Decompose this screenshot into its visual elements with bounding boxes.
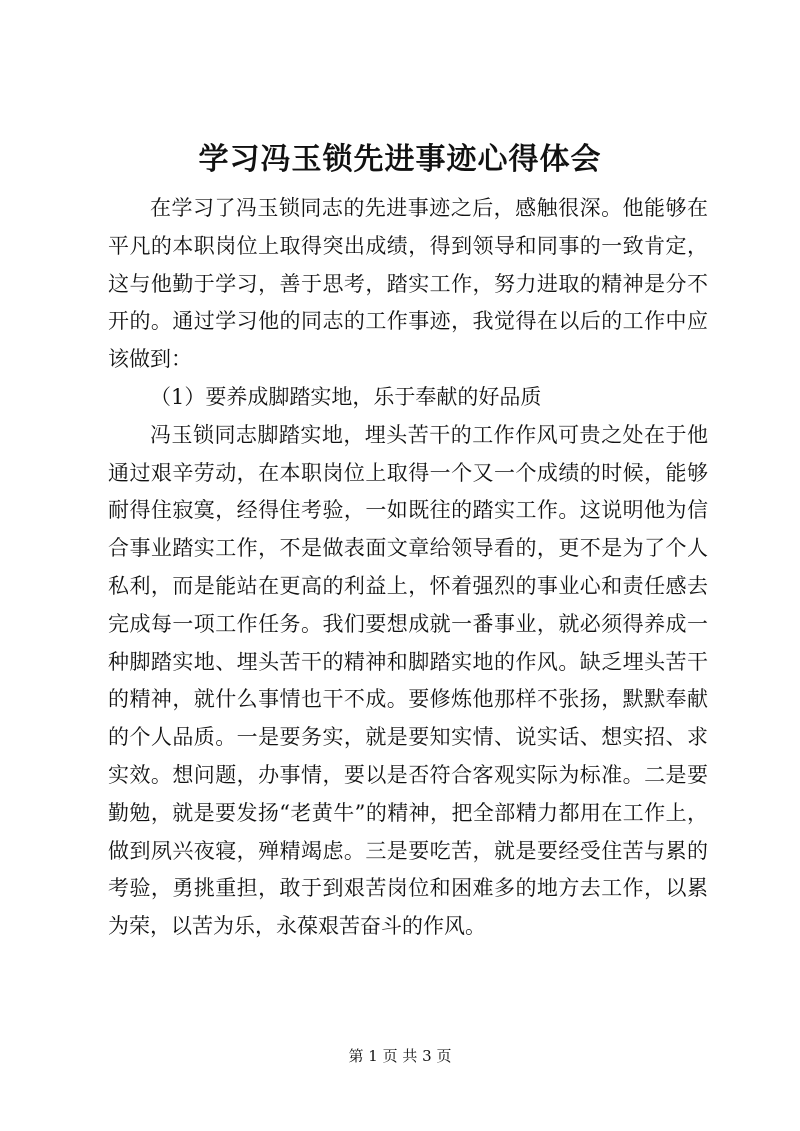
paragraph-section-1: 冯玉锁同志脚踏实地，埋头苦干的工作作风可贵之处在于他通过艰辛劳动，在本职岗位上取得一个又一个成绩的时候，能够耐得住寂寞，经得住考验，一如既往的踏实工作。这说明他为信合事业踏实工作，不是做表面文章给领导看的，更不是为了个人私利，而是能站在更高的利益上，怀着强烈的事业心和责任感去完成每一项工作任务。我们要想成就一番事业，就必须得养成一种脚踏实地、埋头苦干的精神和脚踏实地的作风。缺乏埋头苦干的精神，就什么事情也干不成。要修炼他那样不张扬，默默奉献的个人品质。一是要务实，就是要知实情、说实话、想实招、求实效。想问题，办事情，要以是否符合客观实际为标准。二是要勤勉，就是要发扬“老黄牛”的精神，把全部精力都用在工作上，做到夙兴夜寝，殚精竭虑。三是要吃苦，就是要经受住苦与累的考验，勇挑重担，敢于到艰苦岗位和困难多的地方去工作，以累为荣，以苦为乐，永葆艰苦奋斗的作风。 [108, 422, 708, 939]
document-body [108, 190, 708, 946]
document-title: 学习冯玉锁先进事迹心得体会 [198, 142, 602, 177]
page-number-footer: 第 1 页 共 3 页 [348, 1047, 452, 1065]
paragraph-intro: 在学习了冯玉锁同志的先进事迹之后，感触很深。他能够在平凡的本职岗位上取得突出成绩，得到领导和同事的一致肯定，这与他勤于学习，善于思考，踏实工作，努力进取的精神是分不开的。通过学习他的同志的工作事迹，我觉得在以后的工作中应该做到： [108, 196, 708, 372]
section-heading-1: （1）要养成脚踏实地，乐于奉献的好品质 [150, 384, 542, 409]
